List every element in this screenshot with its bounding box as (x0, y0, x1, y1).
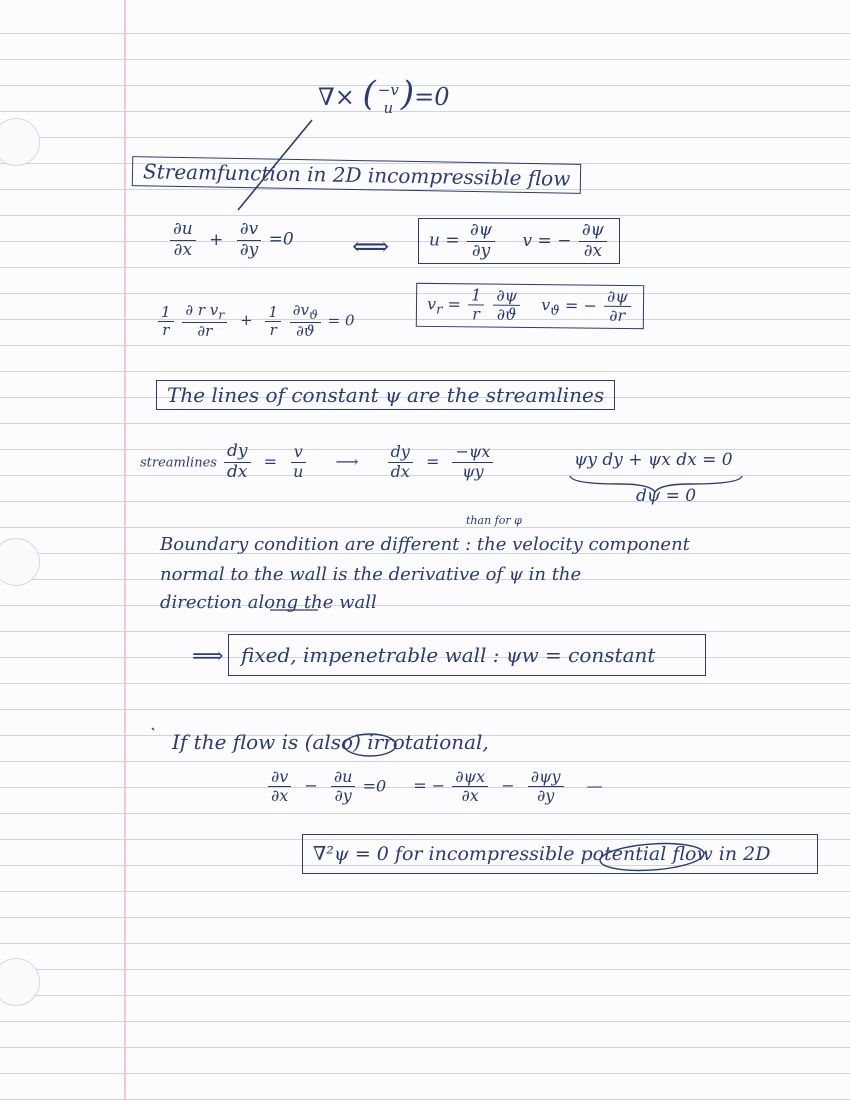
cartesian-streamfunction-box: u = $\frac{\partial\psi}{\partial y}$ v = − $\frac{\partial\psi}{\partial x}$ (418, 218, 620, 264)
curl-equation: ∇× ( −v u )=0 (318, 74, 450, 117)
polar-streamfunction-box: $v_r$ = $\frac{1}{r}$ $\frac{\partial\psi}{\partial ϑ}$ $v_ϑ$ = − $\frac{\partial\psi}{\partial r}$ (416, 283, 644, 329)
boundary-line-1: Boundary condition are different : the velocity component (160, 534, 690, 555)
laplace-box: ∇²ψ = 0 for incompressible potential flow in 2D (302, 834, 818, 874)
underbrace (570, 476, 742, 492)
polar-continuity: $\frac{1}{r}$ $\frac{\partial r v_r}{\partial r}$ + $\frac{1}{r}$ $\frac{\partial v_ϑ}{\partial ϑ}$ = 0 (156, 302, 355, 341)
streamline-equation: streamlines $\frac{dy}{dx}$ = $\frac{v}{u}$ ⟶ $\frac{dy}{dx}$ = $\frac{-\psi x}{\psi y}$ (140, 442, 495, 482)
insertion-note: than for φ (466, 514, 522, 527)
also-circle (344, 734, 396, 756)
total-differential: ψy dy + ψx dx = 0 (574, 450, 733, 470)
irrotational-equation: $\frac{\partial v}{\partial x}$ − $\frac{\partial u}{\partial y}$ =0 = − $\frac{\partial\psi x}{\partial x}$ − $\frac{\partial\psi y}{\partial y}$ — (266, 768, 603, 806)
wall-condition-box: fixed, impenetrable wall : ψw = constant (228, 634, 706, 676)
streamfunction-title-box: Streamfunction in 2D incompressible flow (132, 156, 582, 194)
boundary-line-2: normal to the wall is the derivative of ψ in the (160, 564, 582, 585)
dpsi-zero: dψ = 0 (636, 486, 697, 506)
equivalence-arrow: ⟺ (352, 232, 390, 262)
diagonal-stroke (238, 120, 312, 210)
streamlines-statement-box: The lines of constant ψ are the streamlines (156, 380, 615, 410)
irrotational-intro: If the flow is (also) irrotational, (172, 730, 489, 754)
potential-circle (599, 840, 705, 873)
cartesian-continuity: $\frac{\partial u}{\partial x}$ + $\frac{\partial v}{\partial y}$ =0 (168, 220, 294, 260)
implies-arrow: ⟹ (192, 644, 224, 669)
boundary-line-3: direction along the wall (160, 592, 377, 613)
